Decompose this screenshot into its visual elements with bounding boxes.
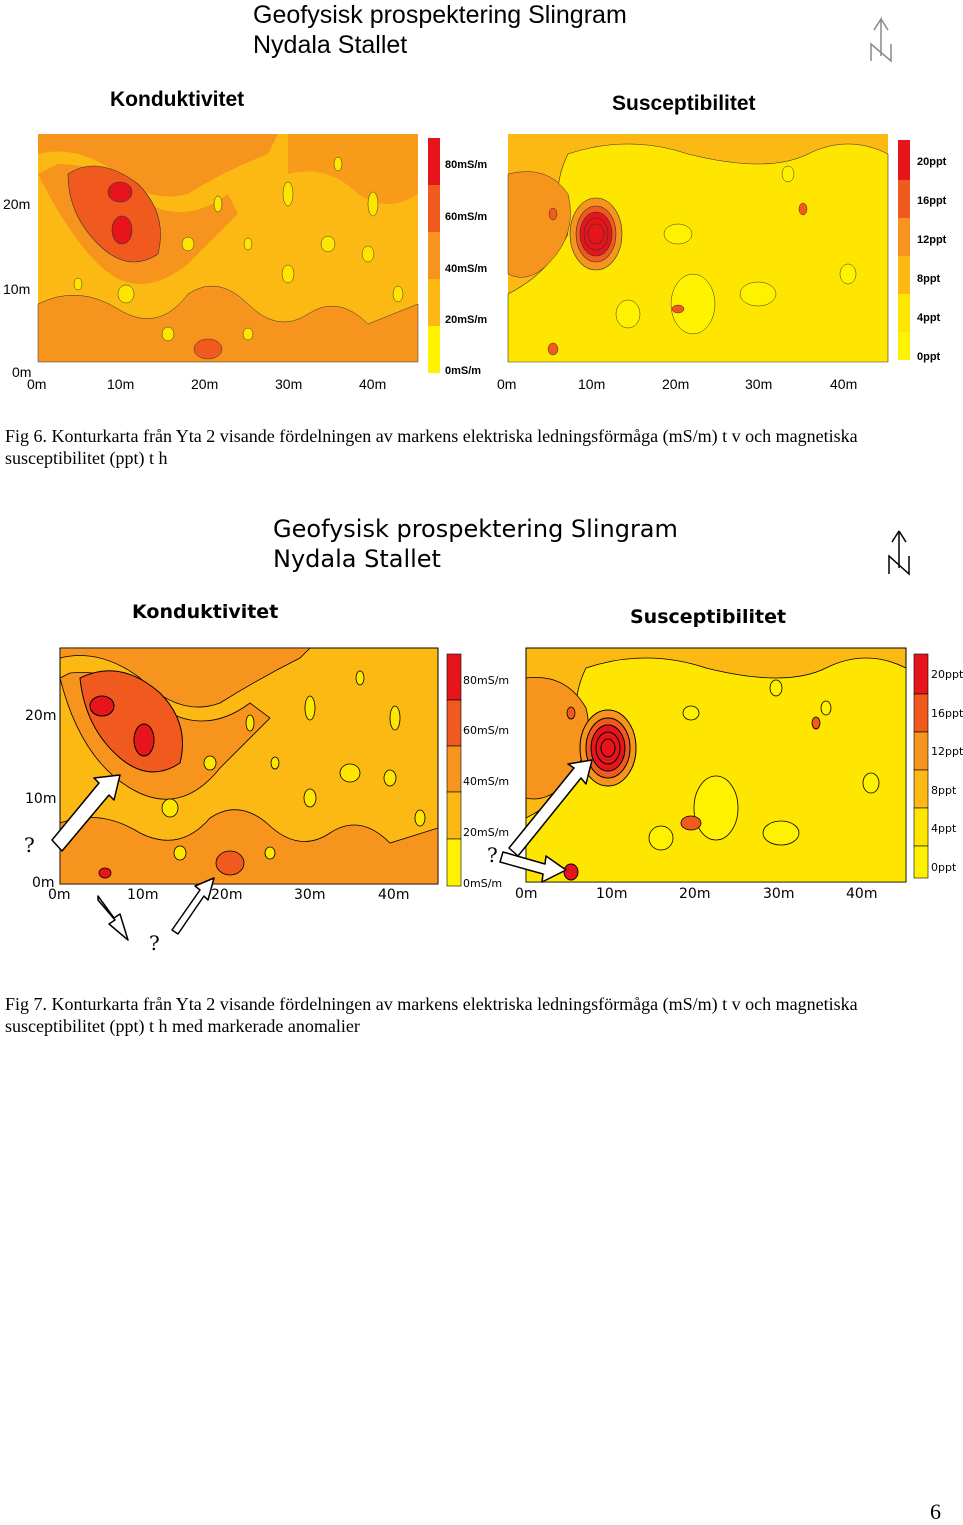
- north-arrow-icon: [884, 528, 914, 578]
- fig7-title-line2: Nydala Stallet: [273, 545, 441, 573]
- fig7-question-mark-2: ?: [487, 843, 498, 867]
- fig6-susc-legend-20: 20ppt: [917, 156, 947, 168]
- fig7-anomaly-arrows: [0, 740, 600, 960]
- fig6-y-tick-20: 20m: [3, 196, 31, 212]
- fig6-y-tick-0: 0m: [12, 364, 32, 380]
- fig6-conductivity-map: [38, 134, 418, 362]
- fig7-cond-legend-60: 60mS/m: [463, 724, 510, 737]
- fig7-right-title: Susceptibilitet: [630, 606, 787, 628]
- fig6-title-line2: Nydala Stallet: [253, 31, 408, 59]
- fig6-title-line1: Geofysisk prospektering Slingram: [253, 1, 627, 29]
- anomaly-arrow-icon: [52, 775, 120, 851]
- fig7-question-mark-3: ?: [149, 931, 160, 955]
- fig6-right-x-tick-0: 0m: [497, 376, 517, 392]
- fig6-right-x-tick-10: 10m: [578, 376, 606, 392]
- fig7-y-tick-0: 0m: [32, 875, 55, 891]
- fig7-susc-legend-8: 8ppt: [931, 784, 957, 797]
- fig7-right-x-tick-10: 10m: [596, 886, 628, 902]
- anomaly-arrow-icon: [98, 896, 128, 940]
- fig7-y-tick-20: 20m: [25, 708, 57, 724]
- fig6-left-x-tick-20: 20m: [191, 376, 219, 392]
- fig6-right-x-tick-30: 30m: [745, 376, 773, 392]
- fig7-left-x-tick-20: 20m: [211, 887, 243, 903]
- fig6-cond-legend-60: 60mS/m: [445, 211, 488, 223]
- fig6-susc-legend-8: 8ppt: [917, 273, 941, 285]
- fig7-left-x-tick-40: 40m: [378, 887, 410, 903]
- anomaly-arrow-icon: [172, 878, 214, 934]
- anomaly-arrow-icon: [509, 760, 592, 856]
- fig7-caption: Fig 7. Konturkarta från Yta 2 visande fördelningen av markens elektriska ledningsförmåga (mS/m) t v och magnetiska susceptibilitet (ppt) t h med markerade anomalier: [5, 994, 858, 1036]
- fig7-left-x-tick-30: 30m: [294, 887, 326, 903]
- fig7-question-mark-1: ?: [24, 833, 35, 857]
- fig6-susc-legend-12: 12ppt: [917, 234, 947, 246]
- fig6-cond-legend-0: 0mS/m: [445, 365, 482, 377]
- fig7-left-title: Konduktivitet: [132, 601, 279, 623]
- fig7-susc-legend-16: 16ppt: [931, 707, 963, 720]
- fig6-susc-legend-4: 4ppt: [917, 312, 941, 324]
- fig6-right-title: Susceptibilitet: [612, 92, 756, 115]
- anomaly-arrow-icon: [500, 852, 566, 882]
- fig7-right-x-tick-40: 40m: [846, 886, 878, 902]
- fig7-right-x-tick-0: 0m: [515, 886, 538, 902]
- fig7-susc-legend-20: 20ppt: [931, 668, 963, 681]
- fig7-left-x-tick-0: 0m: [48, 887, 71, 903]
- fig6-y-tick-10: 10m: [3, 281, 31, 297]
- fig7-right-x-tick-20: 20m: [679, 886, 711, 902]
- fig6-susc-legend-16: 16ppt: [917, 195, 947, 207]
- fig6-right-x-tick-20: 20m: [662, 376, 690, 392]
- fig7-y-tick-10: 10m: [25, 791, 57, 807]
- fig6-left-x-tick-30: 30m: [275, 376, 303, 392]
- fig6-cond-legend-40: 40mS/m: [445, 263, 488, 275]
- fig6-cond-legend-20: 20mS/m: [445, 314, 488, 326]
- fig7-susceptibility-legend: [914, 654, 928, 878]
- fig7-susc-legend-0: 0ppt: [931, 861, 957, 874]
- fig6-left-title: Konduktivitet: [110, 88, 245, 111]
- fig7-cond-legend-80: 80mS/m: [463, 674, 510, 687]
- fig6-left-x-tick-40: 40m: [359, 376, 387, 392]
- fig6-right-x-tick-40: 40m: [830, 376, 858, 392]
- fig7-cond-legend-0: 0mS/m: [463, 877, 503, 890]
- fig6-susc-legend-0: 0ppt: [917, 351, 941, 363]
- fig6-conductivity-legend: [428, 138, 440, 373]
- fig7-left-x-tick-10: 10m: [127, 887, 159, 903]
- north-arrow-icon: [866, 16, 896, 66]
- fig6-left-x-tick-0: 0m: [27, 376, 47, 392]
- fig7-susc-legend-12: 12ppt: [931, 745, 963, 758]
- fig6-susceptibility-legend: [898, 140, 910, 360]
- fig7-susc-legend-4: 4ppt: [931, 822, 957, 835]
- fig6-caption: Fig 6. Konturkarta från Yta 2 visande fördelningen av markens elektriska ledningsförmåga (mS/m) t v och magnetiska susceptibilitet (ppt) t h: [5, 426, 858, 468]
- fig7-title-line1: Geofysisk prospektering Slingram: [273, 515, 678, 543]
- fig7-cond-legend-20: 20mS/m: [463, 826, 510, 839]
- page-number: 6: [930, 1499, 941, 1524]
- fig6-cond-legend-80: 80mS/m: [445, 159, 488, 171]
- fig7-cond-legend-40: 40mS/m: [463, 775, 510, 788]
- fig7-right-x-tick-30: 30m: [763, 886, 795, 902]
- fig6-susceptibility-map: [508, 134, 888, 362]
- fig6-left-x-tick-10: 10m: [107, 376, 135, 392]
